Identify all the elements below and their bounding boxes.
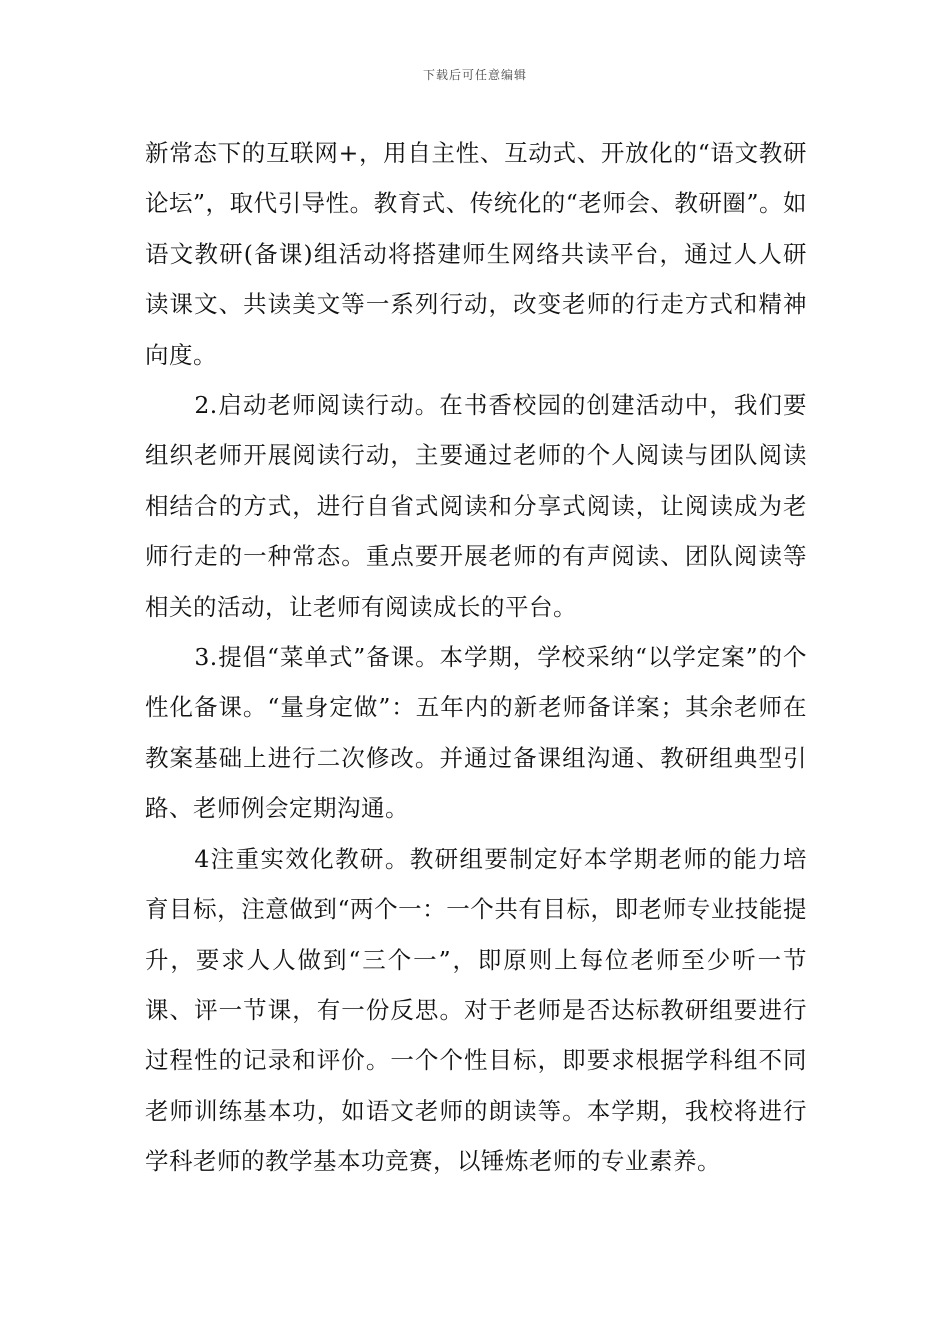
paragraph-intro: 新常态下的互联网+，用自主性、互动式、开放化的“语文教研论坛”，取代引导性。教育式、传统化的“老师会、教研圈”。如语文教研(备课)组活动将搭建师生网络共读平台，通过人人研读课文、共读美文等一系列行动，改变老师的行走方式和精神向度。: [145, 139, 807, 369]
body-text: [145, 128, 807, 1187]
header-note: 下载后可任意编辑: [422, 68, 527, 82]
paragraph-teacher-reading: 2.启动老师阅读行动。在书香校园的创建活动中，我们要组织老师开展阅读行动，主要通过老师的个人阅读与团队阅读相结合的方式，进行自省式阅读和分享式阅读，让阅读成为老师行走的一种常态。重点要开展老师的有声阅读、团队阅读等相关的活动，让老师有阅读成长的平台。: [145, 391, 807, 621]
paragraph-practical-research: 4注重实效化教研。教研组要制定好本学期老师的能力培育目标，注意做到“两个一：一个共有目标，即老师专业技能提升，要求人人做到“三个一”，即原则上每位老师至少听一节课、评一节课，有一份反思。对于老师是否达标教研组要进行过程性的记录和评价。一个个性目标，即要求根据学科组不同老师训练基本功，如语文老师的朗读等。本学期，我校将进行学科老师的教学基本功竞赛，以锤炼老师的专业素养。: [145, 844, 807, 1176]
paragraph-menu-lesson-prep: 3.提倡“菜单式”备课。本学期，学校采纳“以学定案”的个性化备课。“量身定做”：五年内的新老师备详案；其余老师在教案基础上进行二次修改。并通过备课组沟通、教研组典型引路、老师例会定期沟通。: [145, 643, 807, 823]
